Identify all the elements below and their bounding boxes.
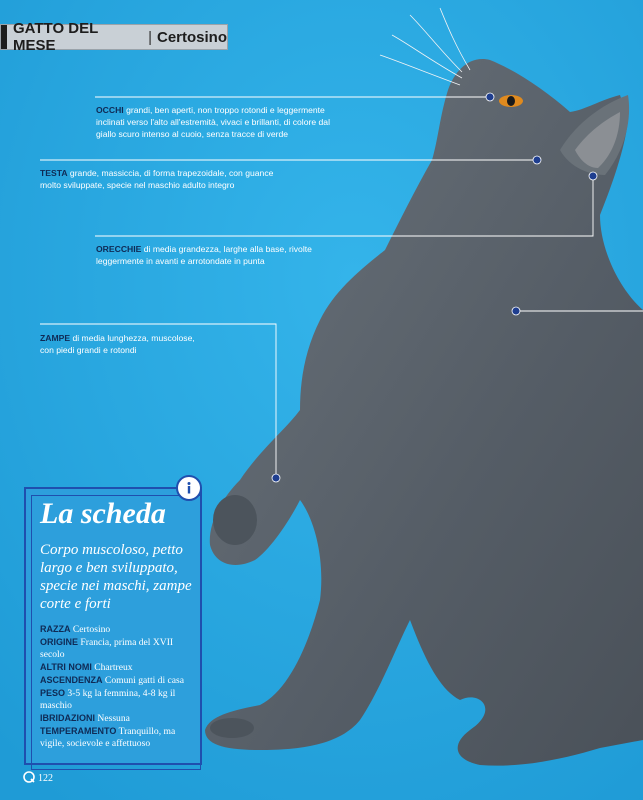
note-label: ZAMPE (40, 333, 71, 343)
note-text: di media grandezza, larghe alla base, rivolte leggermente in avanti e arrotondate in punta (96, 244, 312, 266)
note-head (40, 167, 280, 191)
fact-value: 3-5 kg la femmina, 4-8 kg il maschio (40, 688, 176, 711)
card-title: La scheda (40, 497, 166, 530)
fact-value: Francia, prima del XVII secolo (40, 637, 174, 660)
fact-value: Chartreux (91, 662, 133, 673)
note-text: grande, massiccia, di forma trapezoidale, con guance molto sviluppate, specie nel maschio adulto integro (40, 168, 274, 190)
breed-name: Certosino (156, 28, 227, 46)
header-accent (1, 25, 7, 49)
fact-label: ASCENDENZA (40, 675, 103, 685)
section-header (0, 20, 228, 54)
note-label: TESTA (40, 168, 68, 178)
card-subtitle: Corpo muscoloso, petto largo e ben sviluppato, specie nei maschi, zampe corte e forti (40, 542, 192, 612)
fact-value: Certosino (70, 624, 111, 635)
fact-label: IBRIDAZIONI (40, 713, 95, 723)
page-number: 122 (38, 773, 53, 784)
fact-label: PESO (40, 688, 66, 698)
fact-value: Tranquillo, ma vigile, socievole e affettuoso (40, 726, 176, 749)
note-ears (96, 243, 316, 267)
section-title: GATTO DEL MESE (13, 20, 99, 54)
note-text: grandi, ben aperti, non troppo rotondi e leggermente inclinati verso l'alto all'estremità, vivaci e brillanti, di colore dal giallo scuro intenso al cuoio, senza tracce di verde (96, 105, 330, 139)
header-separator: | (148, 28, 152, 46)
logo-icon (22, 770, 36, 784)
fact-label: ORIGINE (40, 637, 79, 647)
note-label: ORECCHIE (96, 244, 142, 254)
note-label: OCCHI (96, 105, 124, 115)
fact-value: Nessuna (95, 713, 130, 724)
fact-label: ALTRI NOMI (40, 662, 92, 672)
note-eyes (96, 104, 336, 140)
card-outline (31, 495, 201, 770)
fact-label: RAZZA (40, 624, 71, 634)
note-paws (40, 332, 200, 356)
info-icon (176, 475, 202, 501)
fact-label: TEMPERAMENTO (40, 726, 117, 736)
note-text: di media lunghezza, muscolose, con piedi grandi e rotondi (40, 333, 195, 355)
fact-value: Comuni gatti di casa (102, 675, 185, 686)
